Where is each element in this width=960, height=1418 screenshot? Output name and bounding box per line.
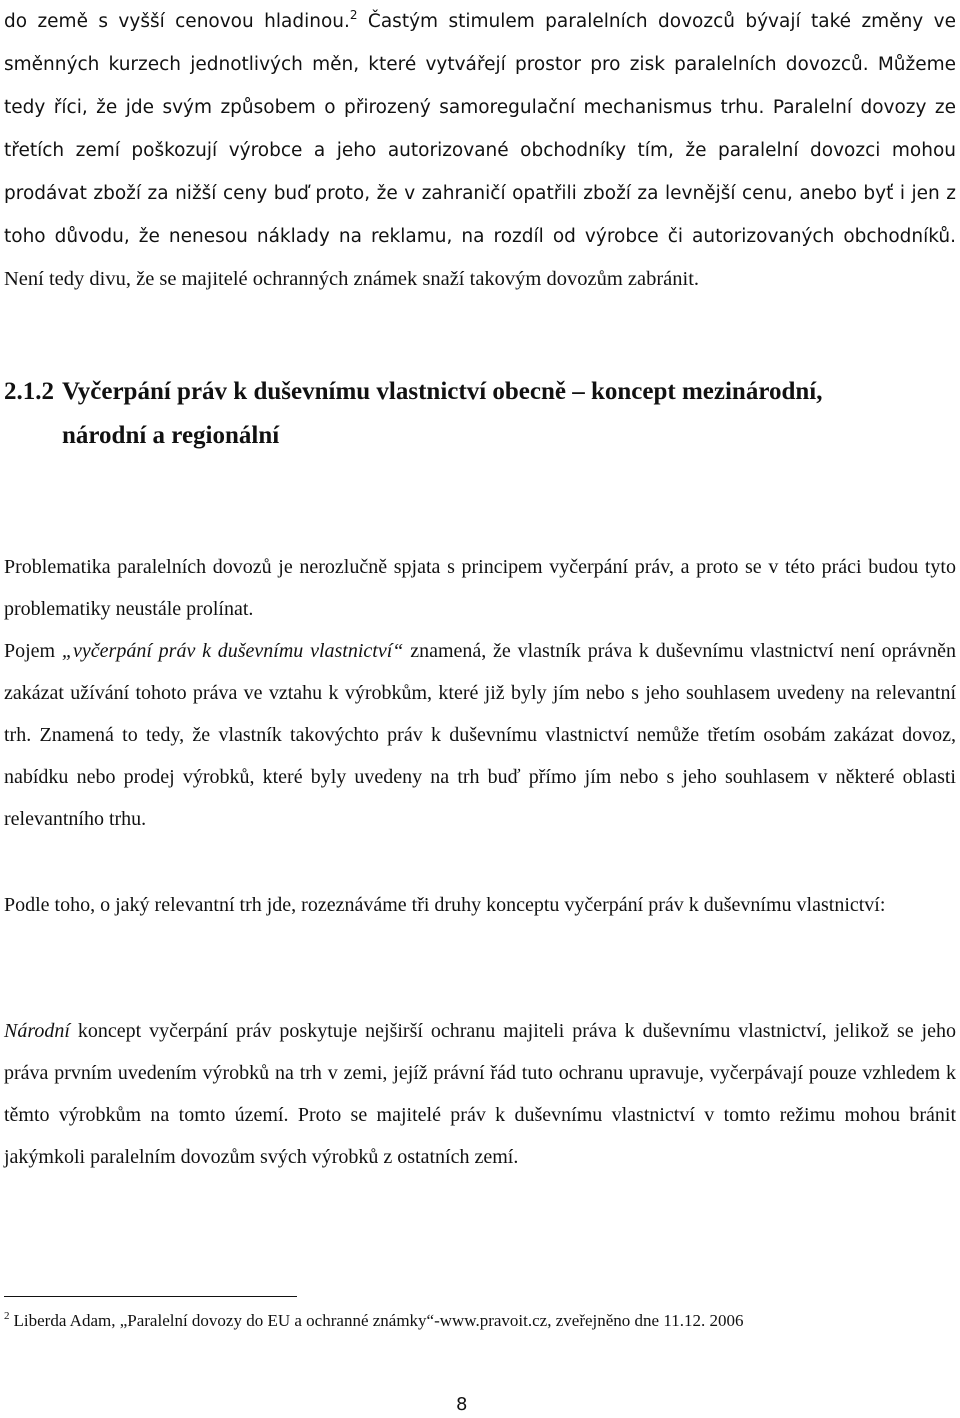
section-title-line1: Vyčerpání práv k duševnímu vlastnictví obecně – koncept mezinárodní, [62,378,823,405]
paragraph-text: Problematika paralelních dovozů je nerozlučně spjata s principem vyčerpání práv, a proto se v této práci budou tyto problematiky neustále prolínat. [4,556,956,620]
paragraph-three-concepts [4,884,956,926]
paragraph-text: koncept vyčerpání práv poskytuje nejširší ochranu majiteli práva k duševnímu vlastnictví, jelikož se jeho práva prvním uvedením výrobků na trh v zemi, jejíž právní řád tuto ochranu upravuje, vyčerpávají pouze vzhledem k těmto výrobkům na tomto území. [4,1020,956,1126]
footnote-reference: 2 [349,8,358,22]
paragraph-text: Znamená to tedy, že vlastník takovýchto práv k duševnímu vlastnictví nemůže třetím osobám zakázat dovoz, nabídku nebo prodej výrobků, které byly uvedeny na trh buď přímo jím nebo s jeho souhlasem v některé oblasti relevantního trhu. [4,724,956,830]
paragraph-text: Častým stimulem paralelních dovozců bývají také změny ve směnných kurzech jednotlivých měn, které vytvářejí prostor pro zisk paralelních dovozců. Můžeme tedy říci, že jde svým způsobem o přirozený samoregulační mechanismus trhu. Paralelní dovozy ze třetích zemí poškozují výrobce a jeho autorizované obchodníky tím, že paralelní dovozci mohou prodávat zboží za nižší ceny buď proto, že v zahraničí opatřili zboží za levnější cenu, anebo byť i jen z toho důvodu, že nenesou náklady na reklamu, na rozdíl od výrobce či autorizovaných obchodníků. [4,11,956,247]
footnote-mark: 2 [4,1310,10,1322]
section-title-line2: národní a regionální [62,422,280,449]
paragraph-parallel-imports [4,0,956,300]
footnote-text: Liberda Adam, „Paralelní dovozy do EU a ochranné známky“-www.pravoit.cz, zveřejněno dne 11.12. 2006 [13,1311,744,1330]
page-number: 8 [456,1394,468,1415]
paragraph-text: Proto se majitelé práv k duševnímu vlastnictví v tomto režimu mohou bránit jakýmkoli paralelním dovozům svých výrobků z ostatních zemí. [4,1104,956,1168]
paragraph-text: do země s vyšší cenovou hladinou. [4,11,350,32]
section-number: 2.1.2 [4,378,54,405]
paragraph-text: Není tedy divu, že se majitelé ochranných známek snaží takovým dovozům zabránit. [4,268,700,290]
paragraph-national-concept [4,1010,956,1178]
paragraph-text: Podle toho, o jaký relevantní trh jde, rozeznáváme tři druhy konceptu vyčerpání práv k duševnímu vlastnictví: [4,894,886,916]
paragraph-text: Pojem [4,640,62,662]
paragraph-problematika [4,546,956,630]
paragraph-pojem [4,630,956,840]
footnote-separator [4,1296,297,1297]
section-heading [4,370,956,458]
paragraph-text: znamená, že vlastník práva k duševnímu vlastnictví není oprávněn zakázat užívání tohoto práva ve vztahu k výrobkům, které již byly jím nebo s jeho souhlasem uvedeny na relevantní trh. [4,640,956,746]
term-exhaustion: „vyčerpání práv k duševnímu vlastnictví“ [61,640,404,662]
term-national: Národní [4,1020,70,1042]
footnote [4,1305,956,1332]
